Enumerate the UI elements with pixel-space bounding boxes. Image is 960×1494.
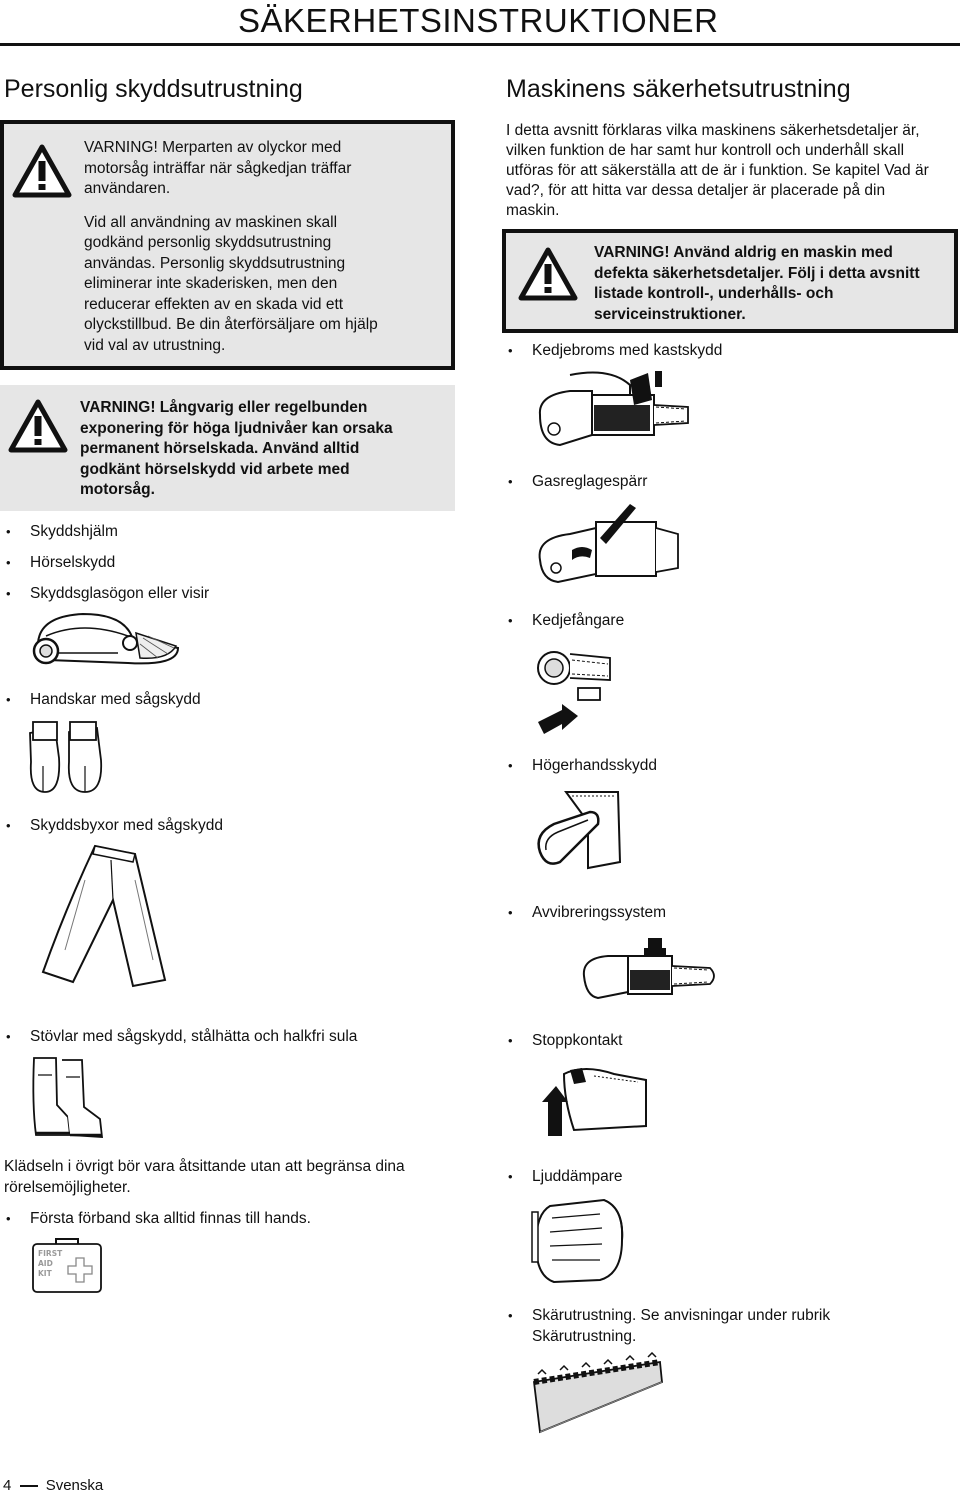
list-item-chain-catcher: • Kedjefångare [506, 611, 624, 632]
page-footer [3, 1477, 103, 1494]
warning-text-line: VARNING! Merparten av olyckor med [84, 139, 342, 156]
cutting-equipment-line: Skärutrustning. [532, 1328, 637, 1345]
right-hand-guard-illustration [528, 782, 628, 882]
page-number: 4 [3, 1477, 12, 1494]
list-item-gloves: • Handskar med sågskydd [4, 690, 201, 711]
intro-paragraph-line: maskin. [506, 202, 560, 219]
warning-triangle-icon [8, 399, 68, 453]
warning-text-line: exponering för höga ljudnivåer kan orsaka [80, 419, 393, 437]
heading-machine-safety: Maskinens säkerhetsutrustning [506, 75, 851, 103]
chain-brake-illustration [530, 365, 690, 455]
stop-switch-illustration [534, 1060, 654, 1140]
warning-triangle-icon [518, 247, 578, 301]
warning-text-line: olyckstillbud. Be din återförsäljare om hjälp [84, 316, 378, 333]
warning-triangle-icon [12, 144, 72, 198]
warning-text-line: användas. Personlig skyddsutrustning [84, 254, 346, 272]
helmet-illustration [28, 608, 183, 670]
warning-text-line: godkänt hörselskydd vid arbete med [80, 460, 350, 478]
warning-text-line: defekta säkerhetsdetaljer. Följ i detta avsnitt [594, 264, 920, 282]
footer-dash [20, 1485, 38, 1487]
list-item-right-hand-guard: • Högerhandsskydd [506, 756, 657, 777]
warning-text-line: användaren. [84, 180, 171, 197]
kit-label-text: AID [38, 1259, 53, 1268]
warning-text-line: listade kontroll-, underhålls- och [594, 285, 834, 302]
warning-box-defective [502, 229, 958, 333]
clothing-paragraph-line: Klädseln i övrigt bör vara åtsittande utan att begränsa dina [4, 1158, 405, 1175]
trousers-illustration [25, 840, 175, 990]
warning-text-line: motorsåg inträffar när sågkedjan träffar [84, 159, 352, 177]
list-item-cutting-equipment: • Skärutrustning. Se anvisningar under rubrik [506, 1306, 830, 1327]
list-item-throttle-lock: • Gasreglagespärr [506, 472, 647, 493]
intro-paragraph-line: I detta avsnitt förklaras vilka maskinens säkerhetsdetaljer är, [506, 122, 920, 139]
list-item-muffler: • Ljuddämpare [506, 1167, 622, 1188]
boots-illustration [30, 1055, 105, 1140]
warning-text-line: eliminerar inte skaderisken, men den [84, 275, 338, 292]
gloves-illustration [25, 718, 105, 796]
warning-text-line: godkänd personlig skyddsutrustning [84, 234, 332, 251]
warning-text-line: serviceinstruktioner. [594, 305, 746, 323]
muffler-illustration [530, 1192, 630, 1288]
kit-label-text: KIT [38, 1269, 52, 1278]
warning-text-line: vid val av utrustning. [84, 336, 226, 354]
list-item-helmet: • Skyddshjälm [4, 522, 118, 543]
heading-personal-protection: Personlig skyddsutrustning [4, 75, 303, 103]
kit-label-text: FIRST [38, 1249, 63, 1258]
intro-paragraph-line: utföras för att säkerställa att de är i funktion. Se kapitel Vad är [506, 162, 929, 179]
warning-text-line: motorsåg. [80, 481, 155, 498]
warning-text-line: VARNING! Använd aldrig en maskin med [594, 244, 893, 261]
intro-paragraph-line: vilken funktion de har samt hur kontroll och underhåll skall [506, 142, 905, 159]
first-aid-kit-illustration [30, 1236, 105, 1296]
cutting-equipment-illustration [530, 1352, 665, 1437]
list-item-boots: • Stövlar med sågskydd, stålhätta och halkfri sula [4, 1027, 357, 1048]
list-item-trousers: • Skyddsbyxor med sågskydd [4, 816, 223, 837]
list-item-hearing: • Hörselskydd [4, 553, 115, 574]
warning-text-line: VARNING! Långvarig eller regelbunden [80, 399, 368, 416]
clothing-paragraph-line: rörelsemöjligheter. [4, 1179, 131, 1196]
warning-box-hearing [0, 385, 455, 511]
warning-text-line: reducerar effekten av en skada vid ett [84, 295, 344, 313]
header-rule [0, 43, 960, 46]
intro-paragraph-line: vad?, för att hitta var dessa detaljer är placerade på din [506, 182, 886, 199]
list-item-glasses: • Skyddsglasögon eller visir [4, 584, 209, 605]
antivibration-illustration [578, 930, 718, 1010]
chain-catcher-illustration [534, 638, 614, 738]
footer-language: Svenska [45, 1477, 104, 1494]
warning-text-line: Vid all användning av maskinen skall [84, 213, 338, 231]
list-item-first-aid: • Första förband ska alltid finnas till hands. [4, 1209, 311, 1230]
page-title: SÄKERHETSINSTRUKTIONER [238, 2, 719, 39]
warning-text-line: permanent hörselskada. Använd alltid [80, 440, 360, 457]
throttle-lock-illustration [530, 498, 680, 590]
warning-box-accidents [0, 120, 455, 370]
list-item-antivibration: • Avvibreringssystem [506, 903, 666, 924]
list-item-stop-switch: • Stoppkontakt [506, 1031, 622, 1052]
list-item-chain-brake: • Kedjebroms med kastskydd [506, 341, 722, 362]
